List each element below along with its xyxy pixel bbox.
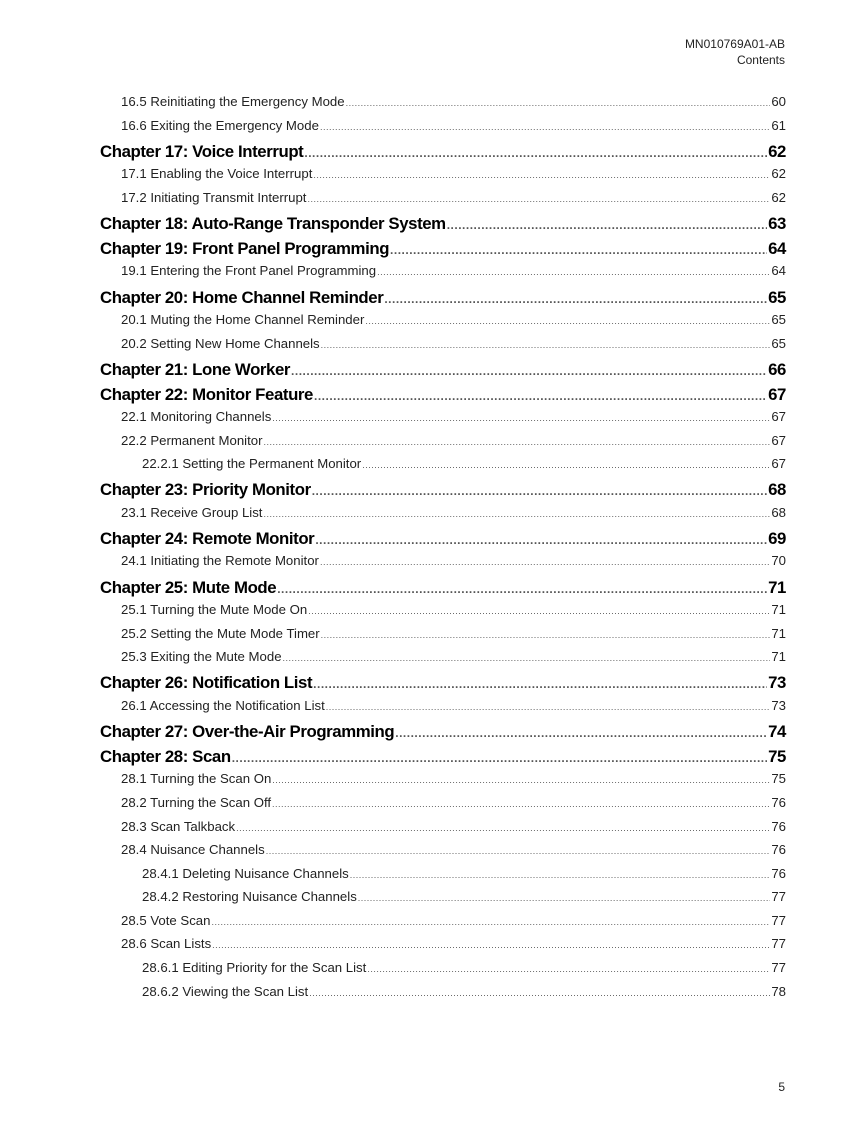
toc-dot-leader bbox=[358, 893, 771, 903]
toc-dot-leader bbox=[308, 606, 770, 616]
toc-dot-leader bbox=[314, 389, 767, 403]
toc-section-entry[interactable] bbox=[100, 698, 786, 722]
toc-section-entry[interactable] bbox=[100, 166, 786, 190]
toc-section-entry[interactable] bbox=[100, 795, 786, 819]
toc-entry-page: 64 bbox=[771, 263, 786, 279]
toc-entry-page: 71 bbox=[771, 601, 786, 617]
toc-entry-title: Chapter 27: Over-the-Air Programming bbox=[100, 721, 395, 741]
toc-entry-title: Chapter 25: Mute Mode bbox=[100, 577, 277, 597]
toc-section-entry[interactable] bbox=[100, 433, 786, 457]
toc-entry-title: 16.5 Reinitiating the Emergency Mode bbox=[121, 94, 345, 109]
toc-entry-title: Chapter 23: Priority Monitor bbox=[100, 480, 311, 500]
toc-entry-page: 67 bbox=[771, 432, 786, 448]
toc-dot-leader bbox=[346, 98, 771, 108]
toc-entry-title: 28.5 Vote Scan bbox=[121, 912, 211, 928]
toc-section-entry[interactable] bbox=[100, 649, 786, 673]
toc-dot-leader bbox=[277, 582, 767, 596]
toc-dot-leader bbox=[312, 484, 767, 498]
toc-dot-leader bbox=[309, 988, 770, 998]
toc-entry-page: 66 bbox=[768, 359, 786, 379]
toc-dot-leader bbox=[236, 823, 770, 833]
toc-entry-title: Chapter 22: Monitor Feature bbox=[100, 384, 313, 404]
toc-entry-title: Chapter 17: Voice Interrupt bbox=[100, 141, 304, 161]
toc-entry-page: 68 bbox=[768, 480, 786, 500]
toc-dot-leader bbox=[283, 653, 771, 663]
toc-entry-page: 60 bbox=[771, 94, 786, 109]
toc-entry-title: 22.2 Permanent Monitor bbox=[121, 432, 263, 448]
toc-section-entry[interactable] bbox=[100, 118, 786, 142]
toc-entry-title: 28.6 Scan Lists bbox=[121, 936, 212, 952]
toc-entry-page: 77 bbox=[771, 960, 786, 976]
toc-dot-leader bbox=[263, 509, 770, 519]
toc-entry-page: 67 bbox=[771, 409, 786, 425]
toc-entry-title: 25.3 Exiting the Mute Mode bbox=[121, 649, 282, 665]
toc-section-entry[interactable] bbox=[100, 889, 786, 913]
toc-entry-page: 69 bbox=[768, 529, 786, 549]
toc-dot-leader bbox=[395, 726, 767, 740]
toc-section-entry[interactable] bbox=[100, 842, 786, 866]
toc-entry-page: 62 bbox=[771, 189, 786, 205]
toc-entry-title: Chapter 24: Remote Monitor bbox=[100, 529, 315, 549]
toc-entry-title: 28.4.2 Restoring Nuisance Channels bbox=[142, 889, 357, 905]
toc-entry-page: 71 bbox=[771, 649, 786, 665]
toc-entry-title: 17.2 Initiating Transmit Interrupt bbox=[121, 189, 307, 205]
toc-entry-page: 73 bbox=[768, 673, 786, 693]
toc-dot-leader bbox=[272, 799, 770, 809]
toc-entry-page: 62 bbox=[771, 166, 786, 182]
toc-entry-page: 65 bbox=[771, 335, 786, 351]
toc-entry-title: 19.1 Entering the Front Panel Programming bbox=[121, 263, 377, 279]
toc-entry-title: 28.4.1 Deleting Nuisance Channels bbox=[142, 865, 349, 881]
section-title: Contents bbox=[736, 53, 785, 67]
toc-chapter-entry[interactable] bbox=[100, 287, 786, 312]
toc-entry-title: Chapter 20: Home Channel Reminder bbox=[100, 287, 384, 307]
toc-entry-title: 28.6.1 Editing Priority for the Scan List bbox=[142, 960, 367, 976]
toc-chapter-entry[interactable] bbox=[100, 480, 786, 505]
toc-dot-leader bbox=[313, 170, 770, 180]
toc-entry-page: 78 bbox=[771, 983, 786, 999]
toc-dot-leader bbox=[315, 533, 767, 547]
toc-section-entry[interactable] bbox=[100, 960, 786, 984]
toc-section-entry[interactable] bbox=[100, 94, 786, 118]
toc-entry-title: 24.1 Initiating the Remote Monitor bbox=[121, 553, 319, 569]
toc-section-entry[interactable] bbox=[100, 456, 786, 480]
toc-chapter-entry[interactable] bbox=[100, 141, 786, 166]
toc-chapter-entry[interactable] bbox=[100, 359, 786, 384]
toc-dot-leader bbox=[367, 964, 770, 974]
toc-section-entry[interactable] bbox=[100, 409, 786, 433]
toc-entry-page: 76 bbox=[771, 865, 786, 881]
toc-dot-leader bbox=[362, 460, 770, 470]
toc-entry-title: Chapter 19: Front Panel Programming bbox=[100, 238, 390, 258]
table-of-contents bbox=[100, 94, 786, 1007]
toc-entry-title: 26.1 Accessing the Notification List bbox=[121, 697, 325, 713]
toc-chapter-entry[interactable] bbox=[100, 673, 786, 698]
toc-entry-title: Chapter 21: Lone Worker bbox=[100, 359, 291, 379]
toc-dot-leader bbox=[365, 316, 770, 326]
toc-section-entry[interactable] bbox=[100, 626, 786, 650]
toc-dot-leader bbox=[320, 122, 770, 132]
toc-chapter-entry[interactable] bbox=[100, 238, 786, 263]
toc-entry-title: 17.1 Enabling the Voice Interrupt bbox=[121, 166, 313, 182]
toc-entry-page: 70 bbox=[771, 553, 786, 569]
toc-dot-leader bbox=[304, 146, 767, 160]
toc-entry-page: 76 bbox=[771, 794, 786, 810]
toc-dot-leader bbox=[266, 846, 771, 856]
toc-dot-leader bbox=[321, 630, 771, 640]
toc-dot-leader bbox=[272, 775, 770, 785]
toc-dot-leader bbox=[232, 751, 767, 765]
toc-chapter-entry[interactable] bbox=[100, 528, 786, 553]
toc-entry-page: 75 bbox=[768, 746, 786, 766]
toc-dot-leader bbox=[307, 194, 770, 204]
toc-dot-leader bbox=[211, 917, 770, 927]
toc-entry-page: 65 bbox=[768, 287, 786, 307]
toc-dot-leader bbox=[390, 243, 767, 257]
toc-entry-page: 68 bbox=[771, 504, 786, 520]
toc-entry-page: 62 bbox=[768, 141, 786, 161]
toc-entry-page: 73 bbox=[771, 697, 786, 713]
toc-entry-page: 77 bbox=[771, 936, 786, 952]
toc-entry-page: 65 bbox=[771, 311, 786, 327]
toc-section-entry[interactable] bbox=[100, 263, 786, 287]
toc-entry-page: 77 bbox=[771, 912, 786, 928]
toc-entry-title: 28.3 Scan Talkback bbox=[121, 818, 236, 834]
toc-entry-page: 77 bbox=[771, 889, 786, 905]
toc-section-entry[interactable] bbox=[100, 553, 786, 577]
toc-entry-title: 25.2 Setting the Mute Mode Timer bbox=[121, 625, 320, 641]
toc-section-entry[interactable] bbox=[100, 190, 786, 214]
toc-entry-title: 28.6.2 Viewing the Scan List bbox=[142, 983, 309, 999]
toc-section-entry[interactable] bbox=[100, 771, 786, 795]
toc-section-entry[interactable] bbox=[100, 819, 786, 843]
toc-dot-leader bbox=[447, 218, 767, 232]
toc-dot-leader bbox=[377, 267, 770, 277]
toc-section-entry[interactable] bbox=[100, 602, 786, 626]
toc-chapter-entry[interactable] bbox=[100, 213, 786, 238]
toc-section-entry[interactable] bbox=[100, 984, 786, 1008]
toc-chapter-entry[interactable] bbox=[100, 721, 786, 746]
toc-section-entry[interactable] bbox=[100, 312, 786, 336]
page-number: 5 bbox=[778, 1080, 785, 1094]
toc-section-entry[interactable] bbox=[100, 866, 786, 890]
toc-entry-page: 64 bbox=[768, 238, 786, 258]
toc-chapter-entry[interactable] bbox=[100, 746, 786, 771]
toc-entry-page: 61 bbox=[771, 117, 786, 133]
toc-entry-title: 28.4 Nuisance Channels bbox=[121, 842, 265, 858]
toc-entry-title: 25.1 Turning the Mute Mode On bbox=[121, 601, 308, 617]
toc-entry-page: 74 bbox=[768, 721, 786, 741]
toc-entry-page: 71 bbox=[768, 577, 786, 597]
toc-entry-title: 28.1 Turning the Scan On bbox=[121, 771, 272, 787]
toc-dot-leader bbox=[272, 413, 770, 423]
toc-dot-leader bbox=[326, 702, 771, 712]
toc-entry-page: 67 bbox=[771, 456, 786, 472]
toc-entry-page: 75 bbox=[771, 771, 786, 787]
toc-entry-page: 63 bbox=[768, 213, 786, 233]
toc-entry-title: 20.2 Setting New Home Channels bbox=[121, 335, 320, 351]
toc-entry-title: 16.6 Exiting the Emergency Mode bbox=[121, 117, 319, 133]
toc-entry-page: 71 bbox=[771, 625, 786, 641]
toc-section-entry[interactable] bbox=[100, 336, 786, 360]
toc-dot-leader bbox=[320, 557, 770, 567]
toc-entry-title: 20.1 Muting the Home Channel Reminder bbox=[121, 311, 365, 327]
toc-entry-title: Chapter 28: Scan bbox=[100, 746, 231, 766]
toc-entry-page: 67 bbox=[768, 384, 786, 404]
document-id: MN010769A01-AB bbox=[684, 37, 785, 51]
toc-entry-title: Chapter 26: Notification List bbox=[100, 673, 313, 693]
toc-dot-leader bbox=[350, 870, 771, 880]
toc-chapter-entry[interactable] bbox=[100, 384, 786, 409]
toc-dot-leader bbox=[212, 940, 770, 950]
toc-section-entry[interactable] bbox=[100, 913, 786, 937]
toc-dot-leader bbox=[291, 364, 767, 378]
toc-entry-title: 22.2.1 Setting the Permanent Monitor bbox=[142, 456, 362, 472]
toc-chapter-entry[interactable] bbox=[100, 577, 786, 602]
toc-entry-title: 23.1 Receive Group List bbox=[121, 504, 263, 520]
toc-entry-page: 76 bbox=[771, 842, 786, 858]
toc-dot-leader bbox=[263, 437, 770, 447]
toc-section-entry[interactable] bbox=[100, 936, 786, 960]
toc-entry-page: 76 bbox=[771, 818, 786, 834]
toc-entry-title: 22.1 Monitoring Channels bbox=[121, 409, 272, 425]
toc-dot-leader bbox=[321, 340, 771, 350]
toc-entry-title: Chapter 18: Auto-Range Transponder System bbox=[100, 213, 446, 233]
toc-section-entry[interactable] bbox=[100, 505, 786, 529]
toc-entry-title: 28.2 Turning the Scan Off bbox=[121, 794, 272, 810]
page-header bbox=[685, 36, 785, 68]
toc-dot-leader bbox=[313, 677, 767, 691]
toc-dot-leader bbox=[384, 292, 767, 306]
